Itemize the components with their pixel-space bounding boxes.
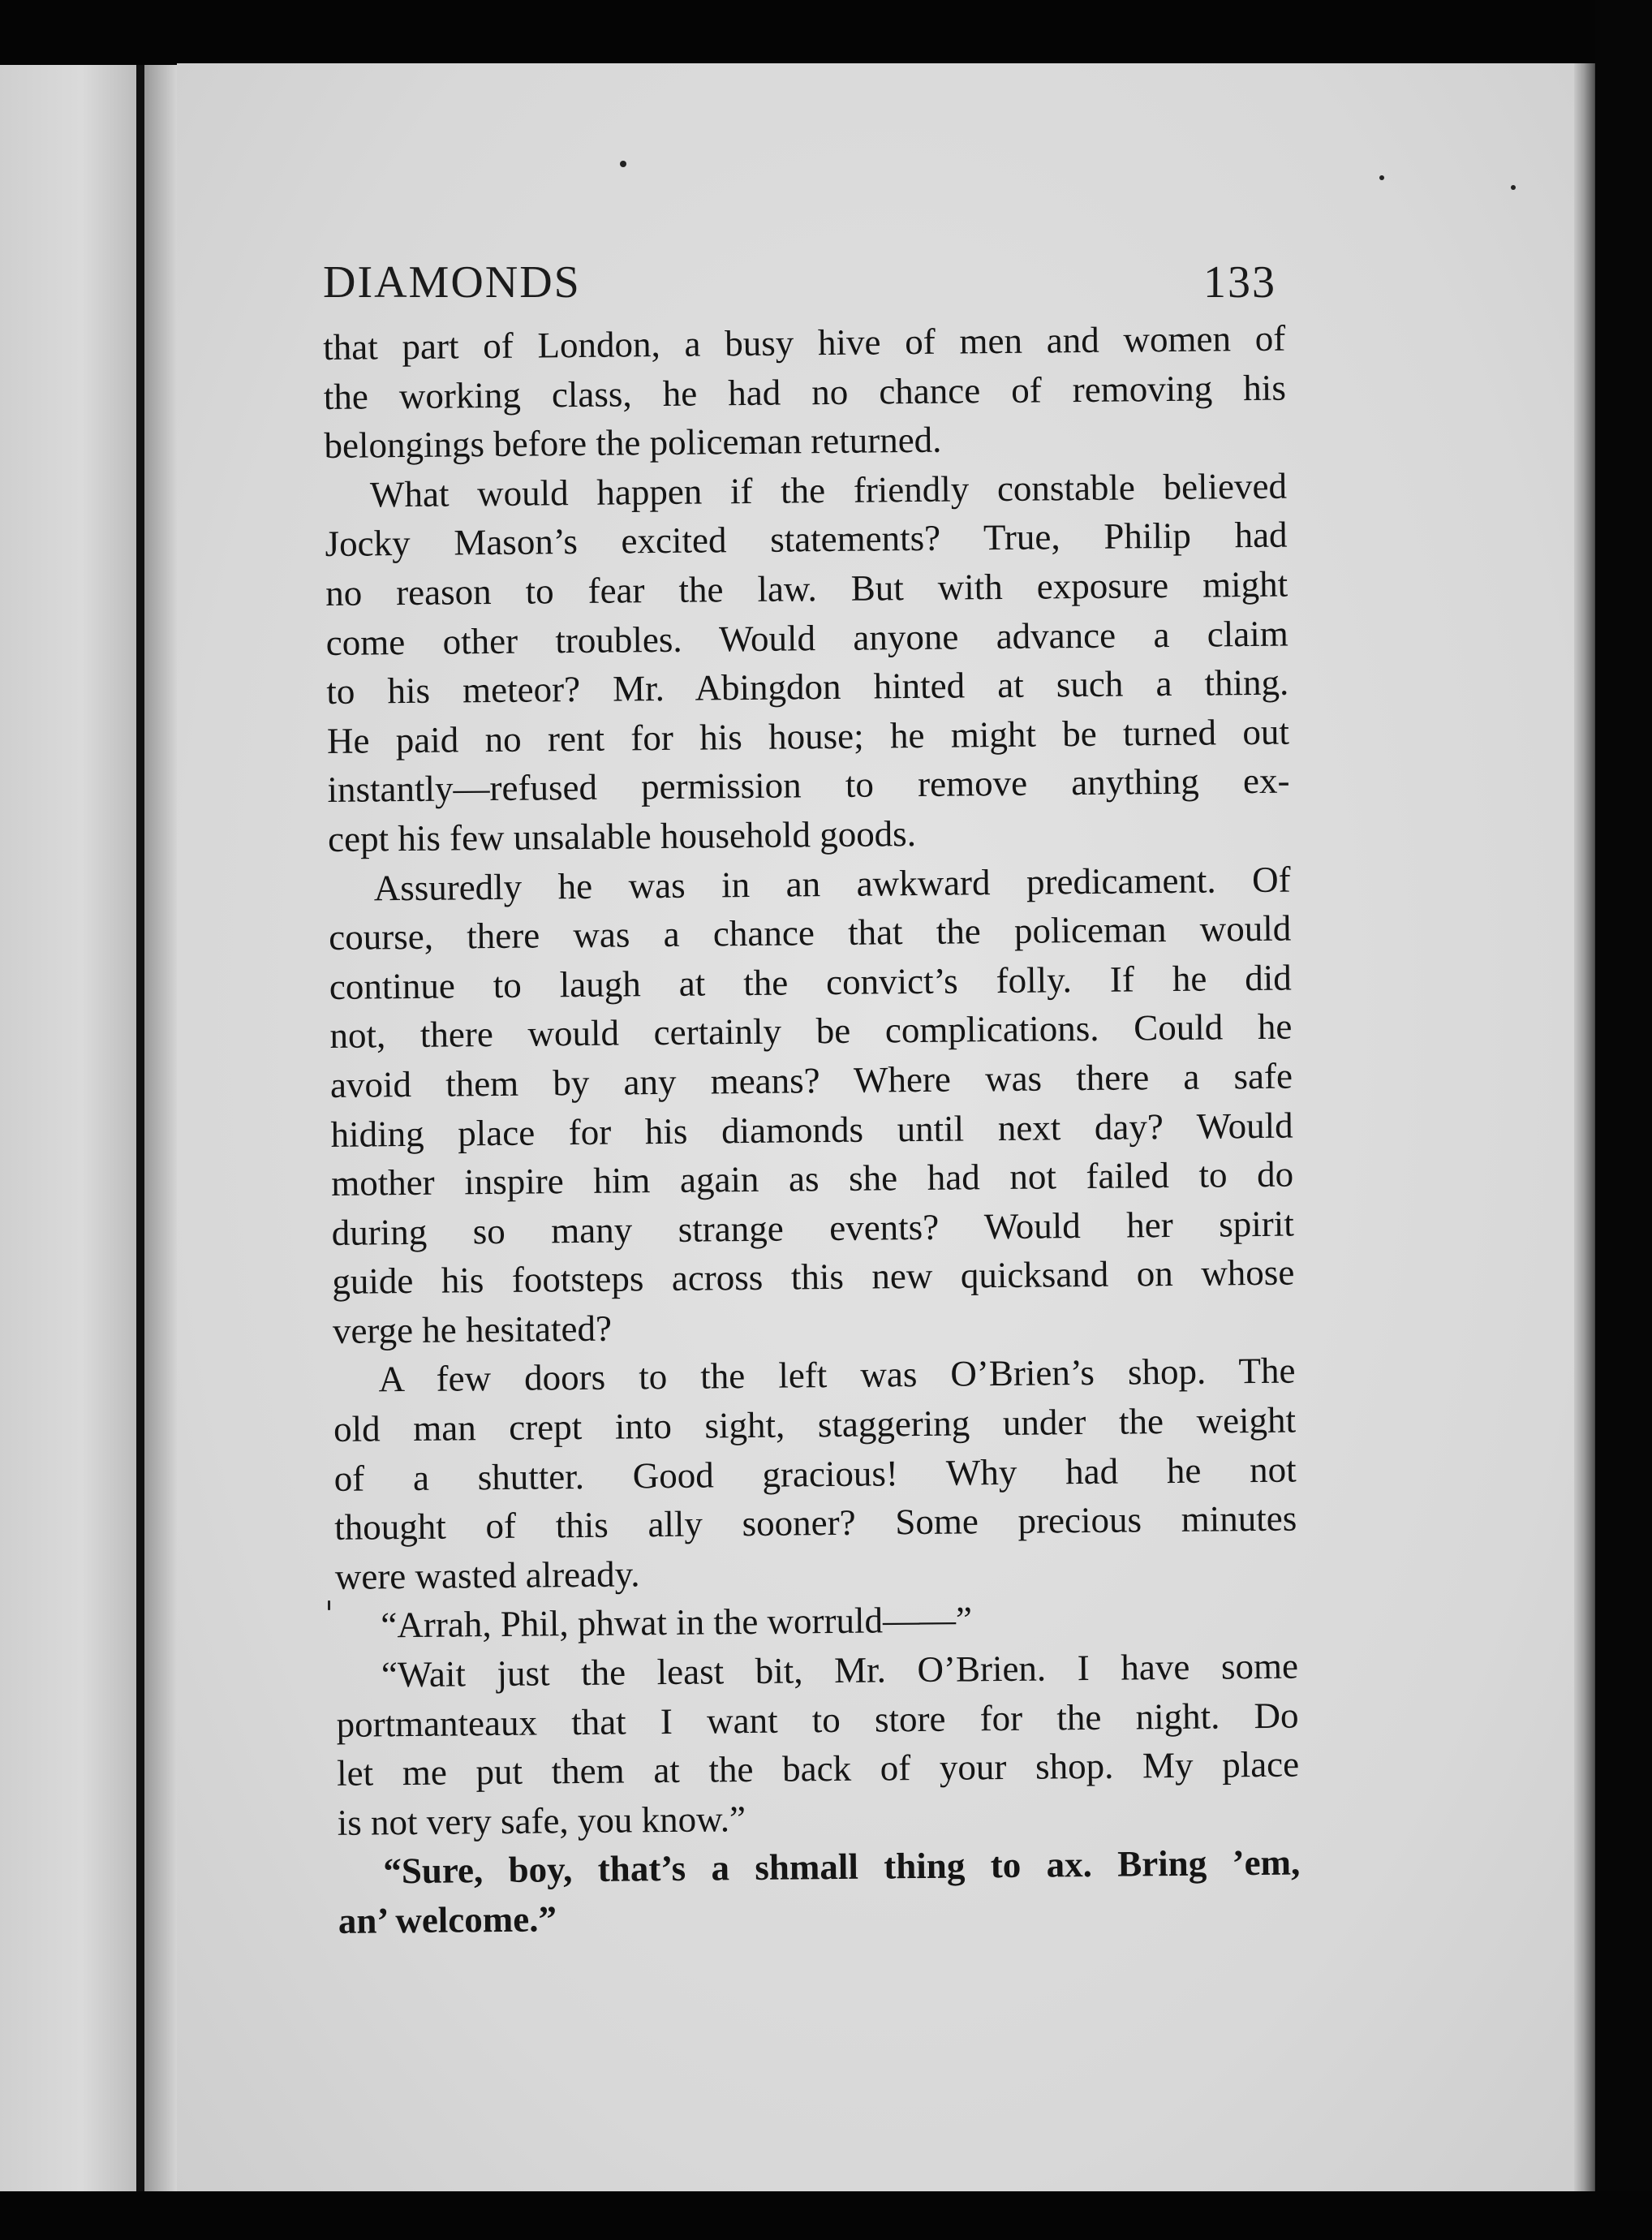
text-line: course, there was a chance that the policeman would: [329, 907, 1292, 958]
text-line: no reason to fear the law. But with exposure might: [325, 563, 1288, 614]
text-line: let me put them at the back of your shop. My place: [336, 1743, 1300, 1794]
text-line: “Wait just the least bit, Mr. O’Brien. I have some: [381, 1645, 1299, 1695]
page-number: 133: [1203, 257, 1276, 308]
facing-page-fragment: [0, 65, 136, 2199]
text-line: during so many strange events? Would her spirit: [331, 1203, 1294, 1253]
text-line: cept his few unsalable household goods.: [327, 812, 917, 859]
text-line: Jocky Mason’s excited statements? True, Philip had: [325, 514, 1288, 565]
text-line: “Arrah, Phil, phwat in the worruld——”: [381, 1599, 973, 1646]
text-line: guide his footsteps across this new quicksand on whose: [332, 1251, 1295, 1303]
page-binding-edge: [136, 65, 144, 2199]
scan-border-right: [1595, 0, 1652, 2240]
text-line: verge he hesitated?: [332, 1307, 613, 1351]
text-line: belongings before the policeman returned.: [324, 419, 942, 467]
text-line: an’ welcome.”: [338, 1898, 557, 1941]
text-line: portmanteaux that I want to store for the night. Do: [336, 1695, 1299, 1745]
text-line: come other troubles. Would anyone advance a claim: [325, 613, 1288, 663]
scan-border-bottom: [0, 2191, 1652, 2240]
text-line: avoid them by any means? Where was there a safe: [329, 1055, 1293, 1105]
text-line: “Sure, boy, that’s a shmall thing to ax. Bring ’em,: [383, 1842, 1301, 1892]
text-line: What would happen if the friendly constable believed: [369, 465, 1288, 515]
page-header: [323, 256, 1276, 313]
running-head: DIAMONDS: [323, 257, 581, 308]
text-line: old man crept into sight, staggering under the weight: [333, 1399, 1297, 1450]
text-line: not, there would certainly be complications. Could he: [329, 1006, 1293, 1057]
scan-speck: [620, 161, 626, 167]
text-line: the working class, he had no chance of removing his: [323, 367, 1287, 417]
text-line: of a shutter. Good gracious! Why had he not: [333, 1449, 1297, 1499]
text-line: is not very safe, you know.”: [337, 1798, 746, 1843]
text-line: A few doors to the left was O’Brien’s shop. The: [378, 1350, 1296, 1400]
text-line: that part of London, a busy hive of men and women of: [323, 317, 1286, 368]
scan-speck: [1511, 185, 1516, 190]
page-gutter: [144, 65, 177, 2199]
text-line: hiding place for his diamonds until next day? Would: [330, 1105, 1293, 1155]
scan-speck: [1379, 175, 1384, 180]
scan-speck: [328, 1600, 330, 1610]
text-line: Assuredly he was in an awkward predicament. Of: [373, 859, 1291, 908]
text-line: He paid no rent for his house; he might be turned out: [326, 711, 1290, 761]
text-line: mother inspire him again as she had not failed to do: [330, 1153, 1294, 1204]
text-line: thought of this ally sooner? Some precious minutes: [334, 1497, 1297, 1549]
text-line: to his meteor? Mr. Abingdon hinted at such a thing.: [326, 661, 1289, 713]
text-line: were wasted already.: [334, 1553, 640, 1597]
text-line: continue to laugh at the convict’s folly. If he did: [329, 957, 1293, 1007]
body-text: [323, 314, 1301, 1946]
text-line: instantly—refused permission to remove anything ex-: [327, 760, 1290, 811]
